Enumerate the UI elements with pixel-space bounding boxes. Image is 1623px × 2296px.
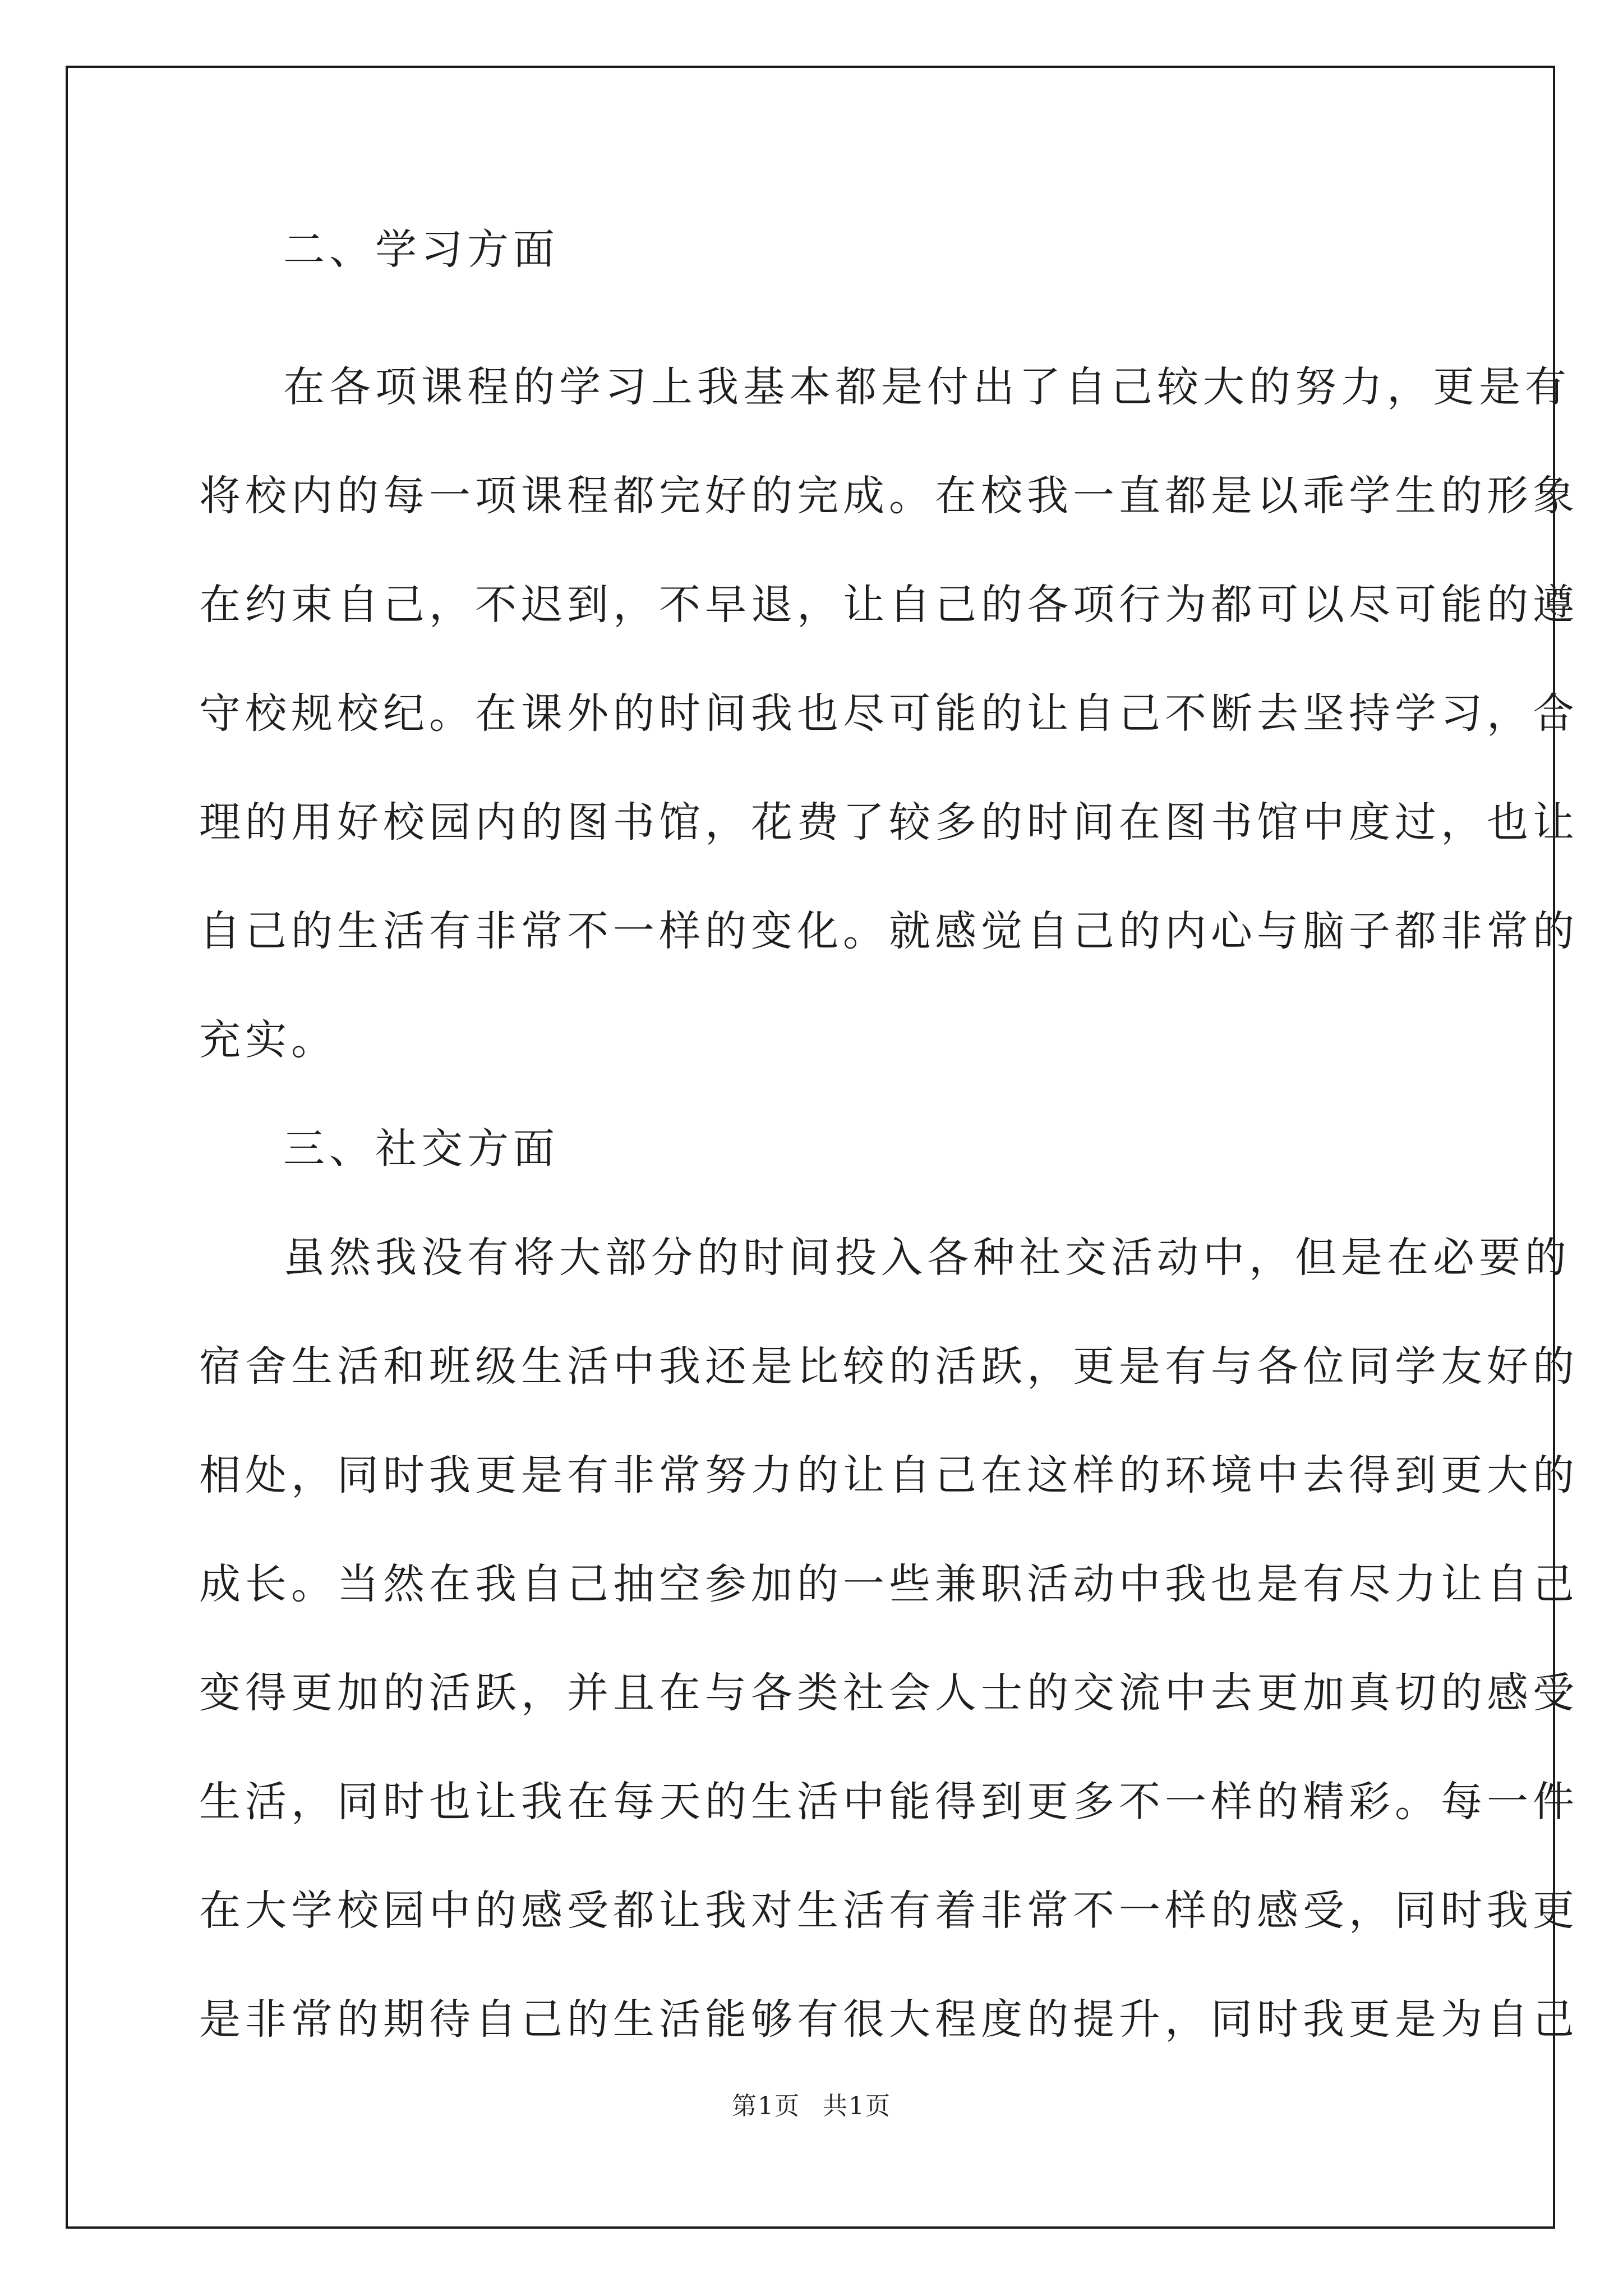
paragraph-line: 宿舍生活和班级生活中我还是比较的活跃，更是有与各位同学友好的 bbox=[199, 1342, 1579, 1391]
page-number-total: 共1页 bbox=[823, 2092, 891, 2120]
paragraph-line: 将校内的每一项课程都完好的完成。在校我一直都是以乖学生的形象 bbox=[199, 472, 1579, 520]
paragraph-social bbox=[199, 1221, 1579, 2092]
paragraph-line: 虽然我没有将大部分的时间投入各种社交活动中，但是在必要的 bbox=[283, 1234, 1571, 1282]
paragraph-line: 在约束自己，不迟到，不早退，让自己的各项行为都可以尽可能的遵 bbox=[199, 581, 1579, 629]
page-number-current: 第1页 bbox=[732, 2092, 800, 2120]
paragraph-line: 在各项课程的学习上我基本都是付出了自己较大的努力，更是有 bbox=[283, 363, 1571, 411]
page-footer bbox=[0, 2086, 1623, 2122]
paragraph-line: 生活，同时也让我在每天的生活中能得到更多不一样的精彩。每一件 bbox=[199, 1778, 1579, 1826]
document-body bbox=[199, 213, 1579, 2092]
paragraph-line: 是非常的期待自己的生活能够有很大程度的提升，同时我更是为自己 bbox=[199, 1995, 1579, 2044]
section-heading-social: 三、社交方面 bbox=[283, 1125, 559, 1173]
paragraph-line: 变得更加的活跃，并且在与各类社会人士的交流中去更加真切的感受 bbox=[199, 1669, 1579, 1717]
paragraph-line: 成长。当然在我自己抽空参加的一些兼职活动中我也是有尽力让自己 bbox=[199, 1560, 1579, 1608]
section-heading-study: 二、学习方面 bbox=[283, 226, 559, 274]
paragraph-study bbox=[199, 351, 1579, 1076]
paragraph-line: 守校规校纪。在课外的时间我也尽可能的让自己不断去坚持学习，合 bbox=[199, 689, 1579, 738]
paragraph-line: 充实。 bbox=[199, 1016, 337, 1064]
paragraph-line: 相处，同时我更是有非常努力的让自己在这样的环境中去得到更大的 bbox=[199, 1451, 1579, 1499]
paragraph-line: 理的用好校园内的图书馆，花费了较多的时间在图书馆中度过，也让 bbox=[199, 798, 1579, 846]
paragraph-line: 自己的生活有非常不一样的变化。就感觉自己的内心与脑子都非常的 bbox=[199, 907, 1579, 955]
paragraph-line: 在大学校园中的感受都让我对生活有着非常不一样的感受，同时我更 bbox=[199, 1887, 1579, 1935]
